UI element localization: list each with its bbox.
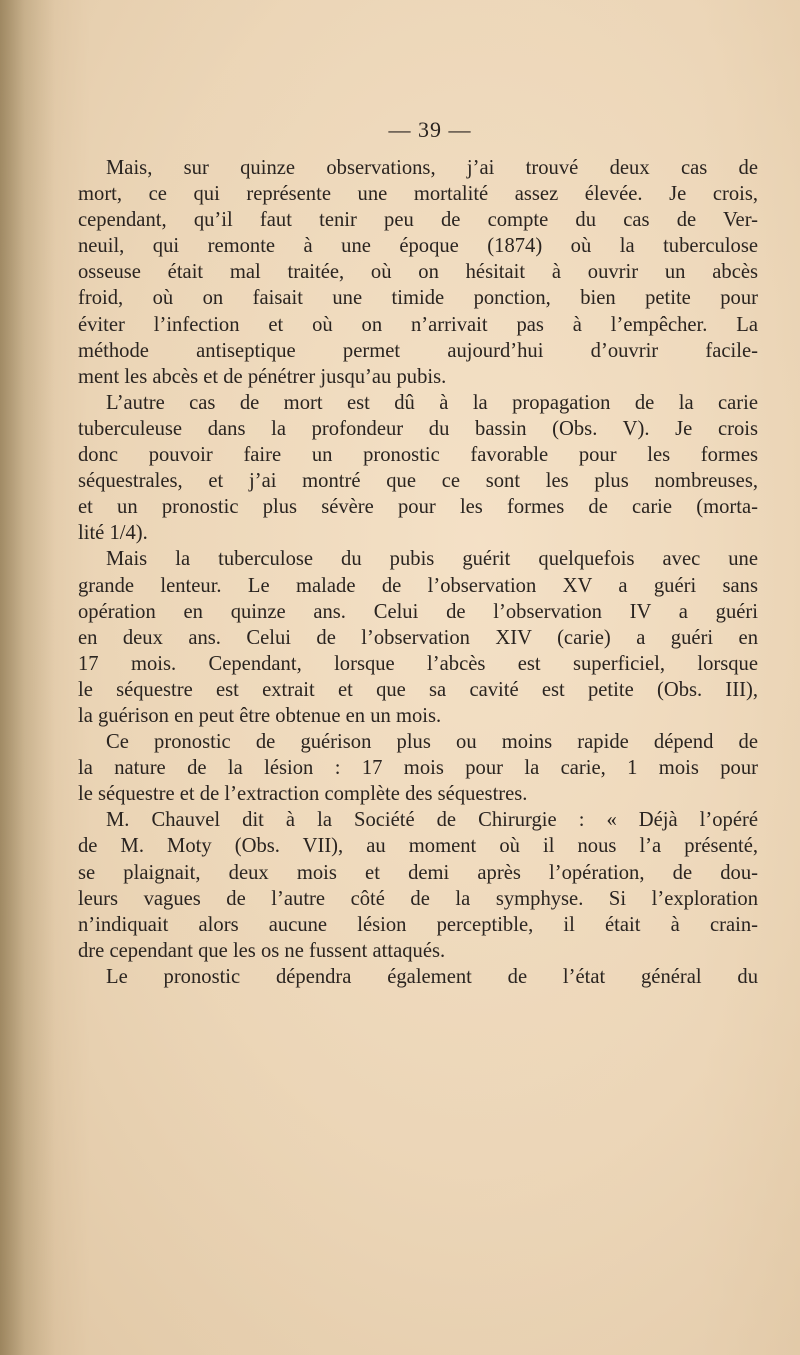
text-line: la nature de la lésion : 17 mois pour la carie, 1 mois pour	[78, 757, 758, 780]
text-line: la guérison en peut être obtenue en un mois.	[78, 704, 442, 727]
text-line: Le pronostic dépendra également de l’état général du	[106, 965, 758, 988]
text-line: le séquestre et de l’extraction complète des séquestres.	[78, 783, 528, 806]
text-line: L’autre cas de mort est dû à la propagation de la carie	[106, 391, 758, 414]
text-line: 17 mois. Cependant, lorsque l’abcès est superficiel, lorsque	[78, 652, 758, 675]
text-line: mort, ce qui représente une mortalité assez élevée. Je crois,	[78, 183, 758, 206]
text-line: n’indiquait alors aucune lésion perceptible, il était à crain-	[78, 913, 758, 936]
text-line: lité 1/4).	[78, 522, 148, 545]
text-line: en deux ans. Celui de l’observation XIV (carie) a guéri en	[78, 626, 758, 649]
paragraph	[78, 390, 758, 547]
text-line: leurs vagues de l’autre côté de la symphyse. Si l’exploration	[78, 887, 758, 910]
text-line: cependant, qu’il faut tenir peu de compte du cas de Ver-	[78, 209, 758, 232]
text-line: grande lenteur. Le malade de l’observation XV a guéri sans	[78, 574, 758, 597]
text-line: osseuse était mal traitée, où on hésitait à ouvrir un abcès	[78, 261, 758, 284]
text-line: méthode antiseptique permet aujourd’hui d’ouvrir facile-	[78, 339, 758, 362]
paragraph	[78, 807, 758, 964]
text-line: ment les abcès et de pénétrer jusqu’au pubis.	[78, 365, 447, 388]
text-line: le séquestre est extrait et que sa cavité est petite (Obs. III),	[78, 678, 758, 701]
text-line: séquestrales, et j’ai montré que ce sont les plus nombreuses,	[78, 470, 758, 493]
text-line: et un pronostic plus sévère pour les formes de carie (morta-	[78, 496, 758, 519]
paragraph	[78, 729, 758, 807]
page-edge-shadow	[0, 0, 55, 1355]
body-text	[78, 155, 758, 990]
page-number: — 39 —	[388, 117, 472, 142]
text-line: opération en quinze ans. Celui de l’observation IV a guéri	[78, 600, 758, 623]
text-line: froid, où on faisait une timide ponction, bien petite pour	[78, 287, 758, 310]
text-line: M. Chauvel dit à la Société de Chirurgie : « Déjà l’opéré	[106, 809, 758, 832]
text-line: neuil, qui remonte à une époque (1874) où la tuberculose	[78, 235, 758, 258]
text-line: Mais la tuberculose du pubis guérit quelquefois avec une	[106, 548, 758, 571]
text-line: Ce pronostic de guérison plus ou moins rapide dépend de	[106, 731, 758, 754]
paragraph	[78, 155, 758, 390]
paragraph	[78, 546, 758, 729]
text-line: dre cependant que les os ne fussent attaqués.	[78, 939, 446, 962]
text-line: se plaignait, deux mois et demi après l’opération, de dou-	[78, 861, 758, 884]
text-line: de M. Moty (Obs. VII), au moment où il nous l’a présenté,	[78, 835, 758, 858]
text-line: Mais, sur quinze observations, j’ai trouvé deux cas de	[106, 157, 758, 179]
paragraph	[78, 964, 758, 990]
text-line: donc pouvoir faire un pronostic favorable pour les formes	[78, 444, 758, 467]
text-line: tuberculeuse dans la profondeur du bassin (Obs. V). Je crois	[78, 417, 758, 440]
text-line: éviter l’infection et où on n’arrivait pas à l’empêcher. La	[78, 313, 758, 336]
